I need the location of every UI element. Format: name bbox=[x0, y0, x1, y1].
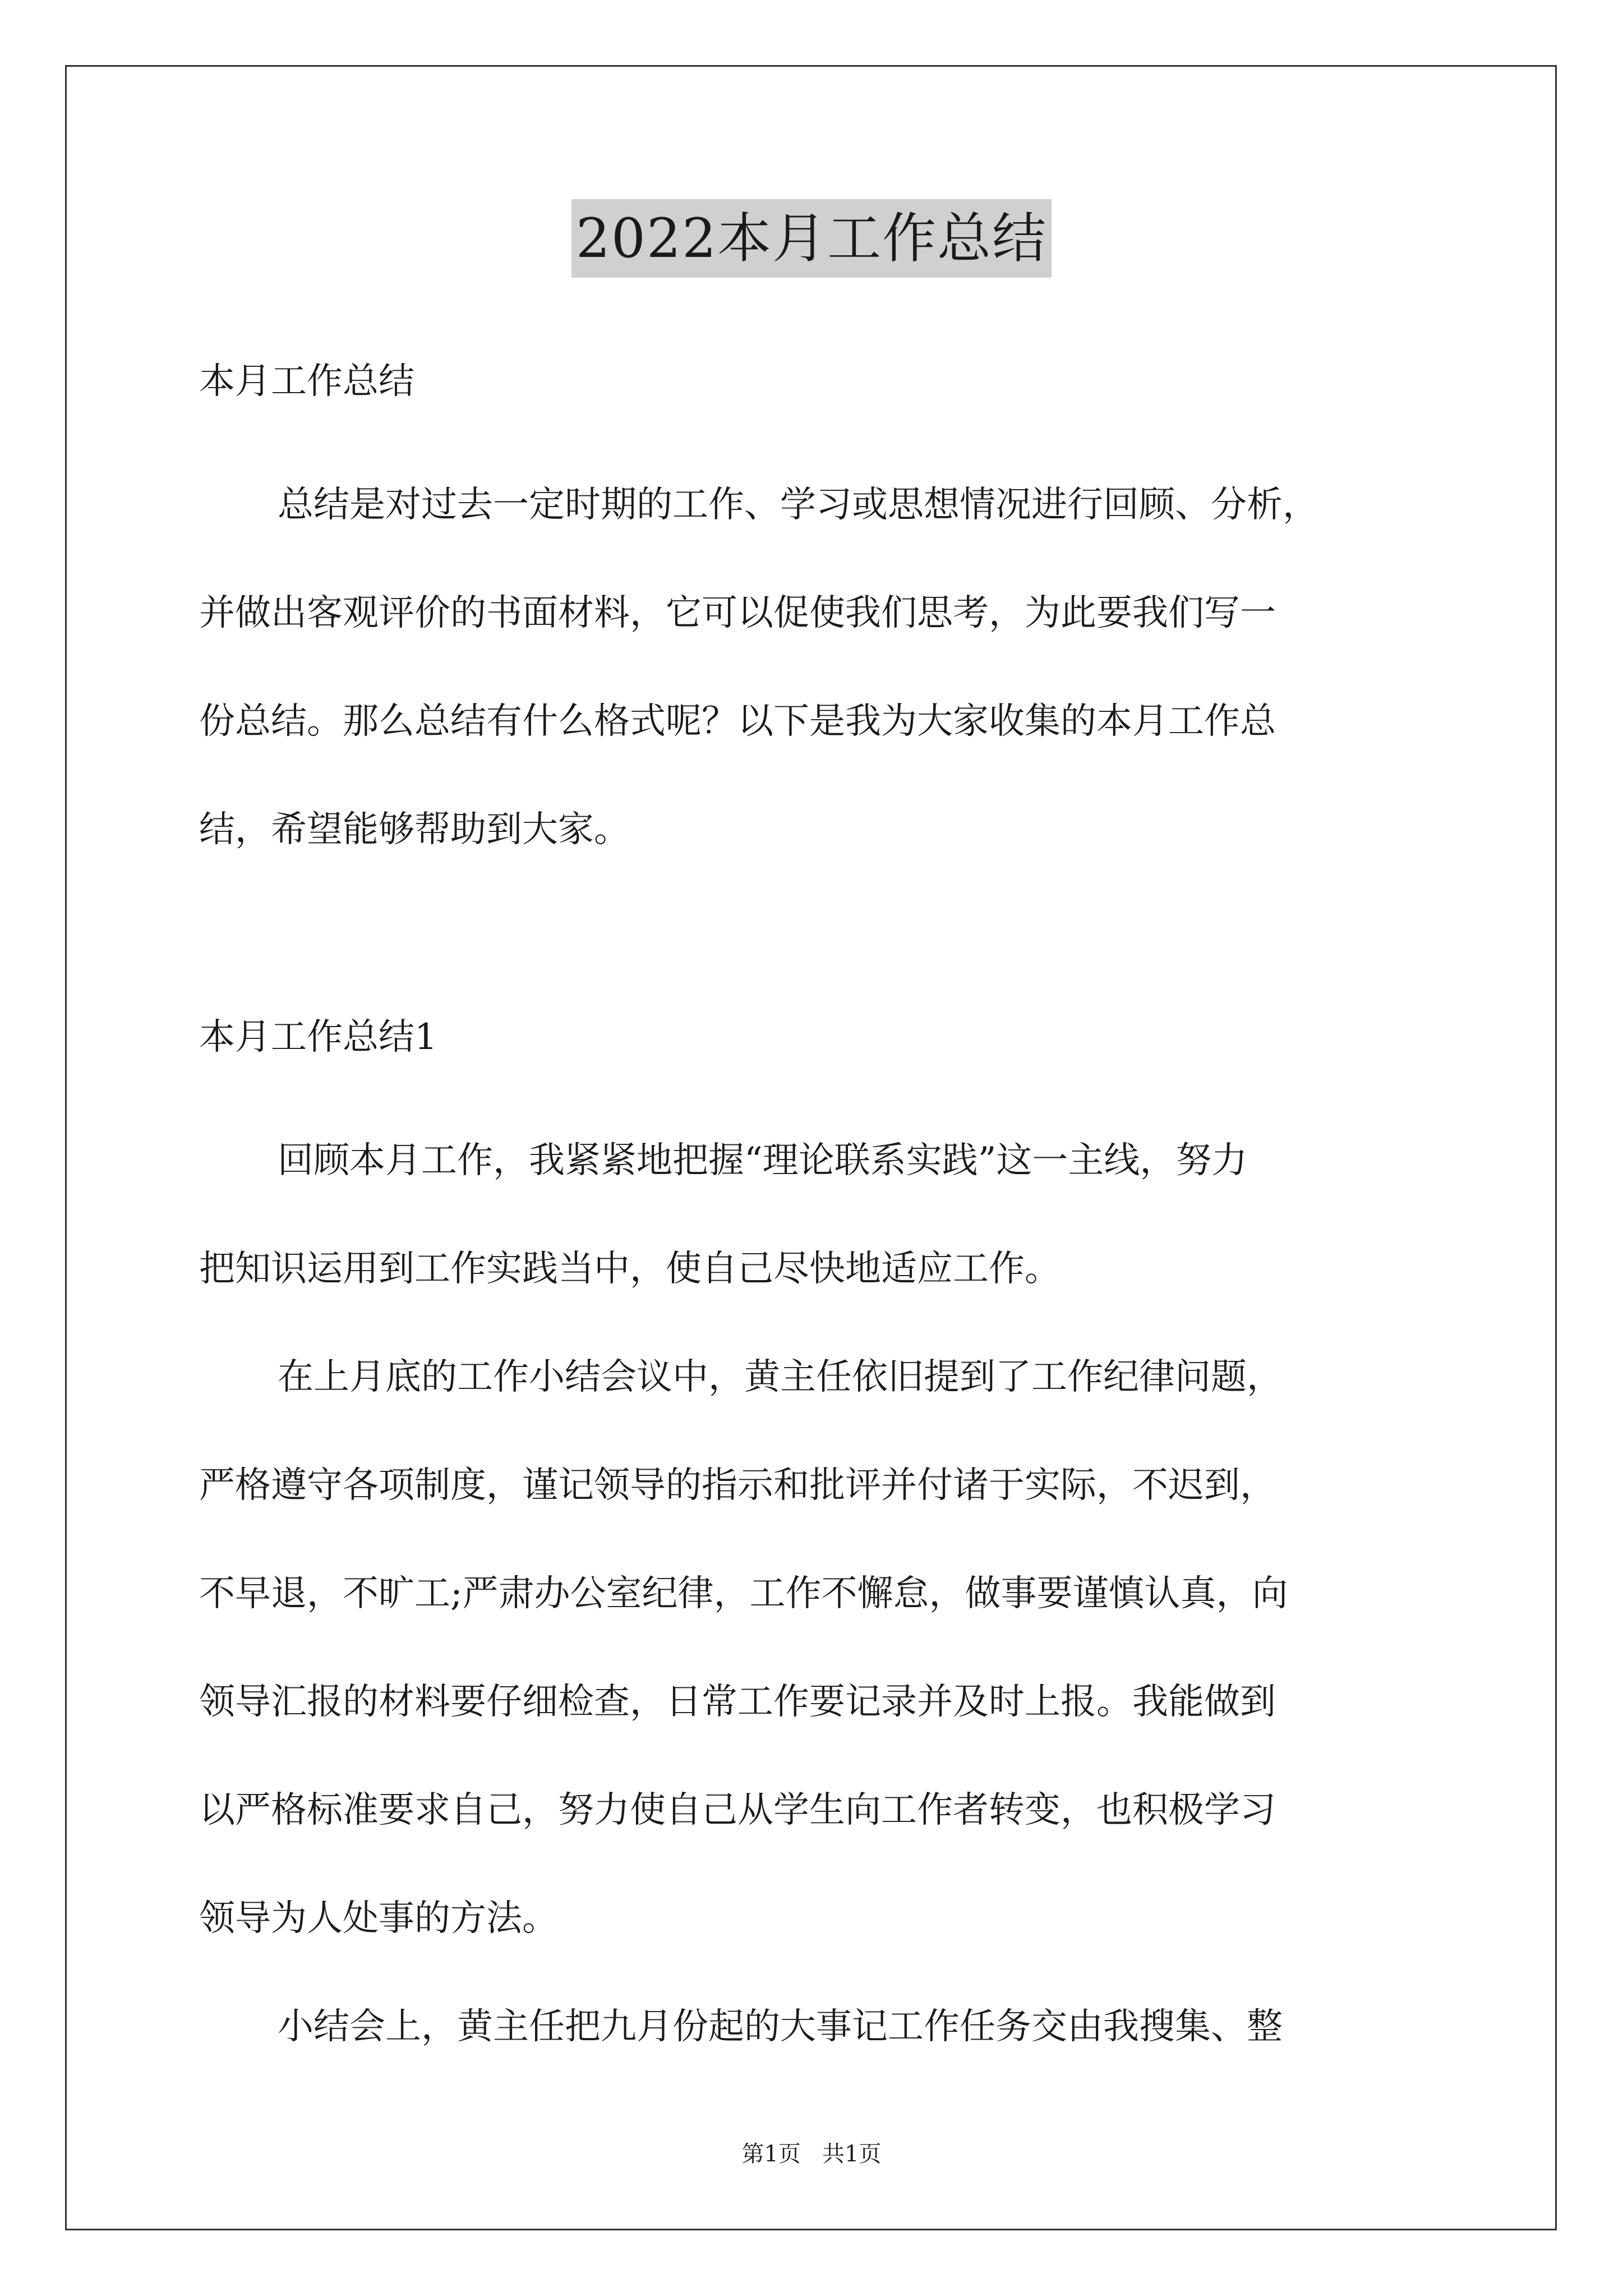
title-container bbox=[0, 199, 1623, 278]
paragraph-line: 把知识运用到工作实践当中，使自己尽快地适应工作。 bbox=[199, 1248, 1061, 1290]
paragraph-line: 回顾本月工作，我紧紧地把握“理论联系实践”这一主线，努力 bbox=[278, 1140, 1248, 1181]
paragraph-line: 小结会上，黄主任把九月份起的大事记工作任务交由我搜集、整 bbox=[278, 2006, 1283, 2047]
paragraph-line: 领导为人处事的方法。 bbox=[199, 1898, 558, 1939]
intro-line: 总结是对过去一定时期的工作、学习或思想情况进行回顾、分析， bbox=[278, 484, 1318, 526]
document-title: 2022本月工作总结 bbox=[571, 199, 1052, 278]
page-footer: 第1页 共1页 bbox=[741, 2141, 882, 2167]
paragraph-line: 以严格标准要求自己，努力使自己从学生向工作者转变，也积极学习 bbox=[199, 1789, 1276, 1831]
paragraph-line: 在上月底的工作小结会议中，黄主任依旧提到了工作纪律问题， bbox=[278, 1356, 1283, 1398]
intro-line: 份总结。那么总结有什么格式呢？以下是我为大家收集的本月工作总 bbox=[199, 701, 1276, 742]
paragraph-line: 领导汇报的材料要仔细检查，日常工作要记录并及时上报。我能做到 bbox=[199, 1681, 1276, 1723]
intro-line: 并做出客观评价的书面材料，它可以促使我们思考，为此要我们写一 bbox=[199, 592, 1276, 634]
paragraph-line: 不早退，不旷工;严肃办公室纪律，工作不懈怠，做事要谨慎认真，向 bbox=[199, 1573, 1288, 1614]
paragraph-line: 严格遵守各项制度，谨记领导的指示和批评并付诸于实际，不迟到， bbox=[199, 1465, 1276, 1506]
document-body bbox=[199, 348, 1433, 2107]
intro-heading: 本月工作总结 bbox=[199, 361, 414, 402]
section-heading: 本月工作总结1 bbox=[199, 1016, 437, 1058]
intro-line: 结，希望能够帮助到大家。 bbox=[199, 809, 630, 850]
